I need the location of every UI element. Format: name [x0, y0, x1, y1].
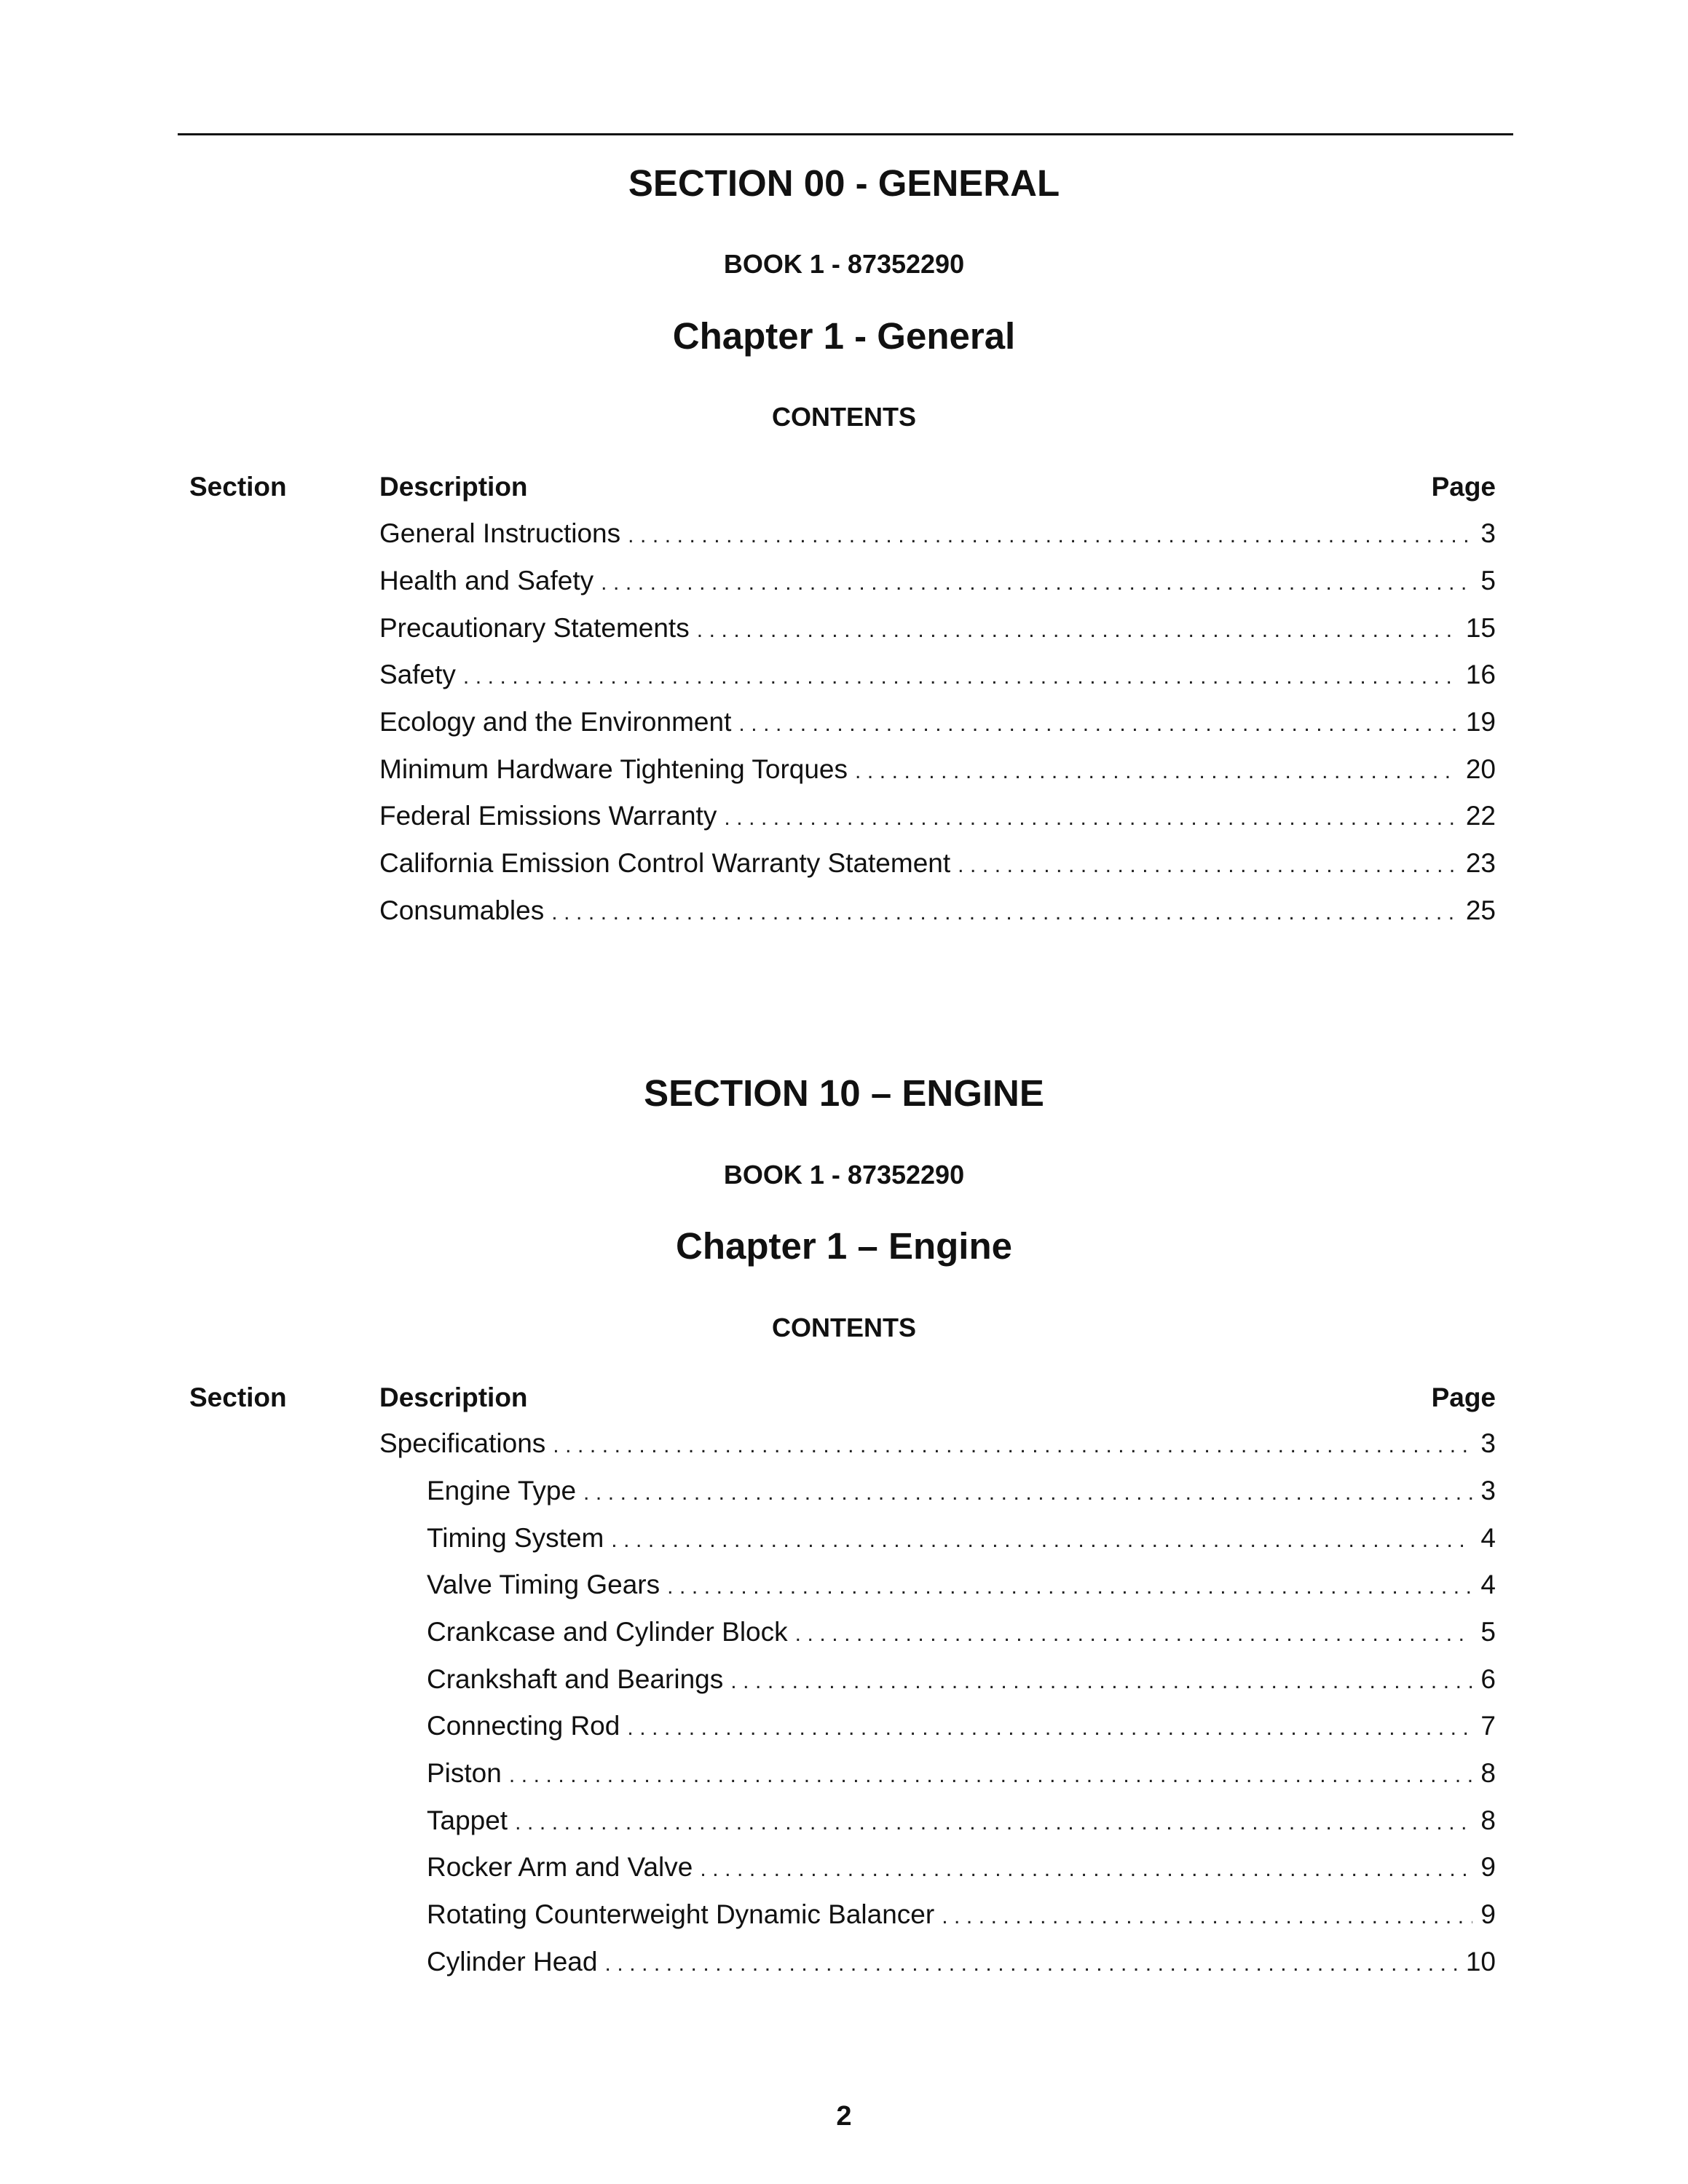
section-title: SECTION 00 - GENERAL — [628, 162, 1060, 204]
column-header-description: Description — [379, 472, 528, 502]
toc-subentry[interactable] — [427, 1570, 1496, 1606]
toc-entry-page: 5 — [1480, 566, 1496, 596]
toc-subentry[interactable] — [427, 1476, 1496, 1512]
toc-entry-label: Rocker Arm and Valve — [427, 1852, 693, 1882]
toc-subentry[interactable] — [427, 1617, 1496, 1653]
toc-entry[interactable] — [379, 1428, 1496, 1465]
toc-entry-label: Safety — [379, 660, 456, 689]
dot-leader — [730, 1669, 1472, 1694]
column-header-section: Section — [189, 1382, 287, 1412]
dot-leader — [551, 901, 1459, 925]
toc-entry-page: 15 — [1465, 613, 1496, 643]
section-title: SECTION 10 – ENGINE — [644, 1072, 1044, 1114]
dot-leader — [604, 1952, 1458, 1977]
toc-subentry[interactable] — [427, 1947, 1496, 1983]
toc-entry-page: 3 — [1480, 518, 1496, 548]
toc-entry-label: General Instructions — [379, 518, 621, 548]
dot-leader — [667, 1575, 1472, 1599]
book-reference: BOOK 1 - 87352290 — [723, 249, 965, 279]
dot-leader — [515, 1811, 1472, 1835]
toc-subentry[interactable] — [427, 1711, 1496, 1747]
dot-leader — [700, 1857, 1472, 1882]
contents-heading: CONTENTS — [772, 1313, 916, 1342]
toc-entry-label: Federal Emissions Warranty — [379, 801, 717, 831]
toc-entry-page: 20 — [1465, 754, 1496, 784]
toc-entry-page: 5 — [1480, 1617, 1496, 1647]
toc-entry-page: 4 — [1480, 1570, 1496, 1599]
toc-entry-label: Cylinder Head — [427, 1947, 598, 1977]
toc-entry-page: 19 — [1465, 707, 1496, 737]
dot-leader — [855, 759, 1459, 784]
toc-entry-label: Consumables — [379, 895, 545, 925]
dot-leader — [724, 806, 1459, 831]
column-header-description: Description — [379, 1382, 528, 1412]
toc-entry[interactable] — [379, 566, 1496, 602]
toc-entry-label: Tappet — [427, 1805, 508, 1835]
dot-leader — [628, 523, 1472, 548]
toc-subentry[interactable] — [427, 1899, 1496, 1936]
toc-entry-page: 16 — [1465, 660, 1496, 689]
toc-entry[interactable] — [379, 754, 1496, 791]
dot-leader — [738, 712, 1458, 737]
dot-leader — [509, 1763, 1472, 1788]
toc-entry-label: Ecology and the Environment — [379, 707, 732, 737]
toc-entry-label: Minimum Hardware Tightening Torques — [379, 754, 848, 784]
column-header-page: Page — [1431, 1382, 1496, 1412]
dot-leader — [583, 1481, 1472, 1506]
toc-entry-page: 25 — [1465, 895, 1496, 925]
toc-entry-label: Health and Safety — [379, 566, 594, 596]
toc-entry-page: 4 — [1480, 1523, 1496, 1553]
toc-entry-label: California Emission Control Warranty Statement — [379, 848, 951, 878]
dot-leader — [601, 571, 1472, 596]
chapter-title: Chapter 1 – Engine — [676, 1225, 1012, 1267]
toc-subentry[interactable] — [427, 1758, 1496, 1795]
toc-entry-page: 9 — [1480, 1852, 1496, 1882]
toc-entry-label: Crankshaft and Bearings — [427, 1664, 724, 1694]
toc-entry-page: 7 — [1480, 1711, 1496, 1741]
toc-entry-page: 3 — [1480, 1428, 1496, 1458]
toc-subentry[interactable] — [427, 1523, 1496, 1559]
contents-heading: CONTENTS — [772, 402, 916, 432]
toc-entry[interactable] — [379, 518, 1496, 555]
toc-entry-label: Specifications — [379, 1428, 546, 1458]
dot-leader — [553, 1433, 1472, 1458]
toc-entry-label: Rotating Counterweight Dynamic Balancer — [427, 1899, 935, 1929]
book-reference: BOOK 1 - 87352290 — [723, 1160, 965, 1190]
toc-entry[interactable] — [379, 848, 1496, 885]
toc-entry[interactable] — [379, 660, 1496, 696]
page-number: 2 — [836, 2101, 852, 2132]
toc-entry-page: 23 — [1465, 848, 1496, 878]
dot-leader — [958, 853, 1459, 878]
toc-subentry[interactable] — [427, 1852, 1496, 1888]
dot-leader — [697, 618, 1459, 643]
toc-entry-label: Piston — [427, 1758, 502, 1788]
toc-entry[interactable] — [379, 613, 1496, 649]
toc-entry-page: 9 — [1480, 1899, 1496, 1929]
toc-entry-label: Connecting Rod — [427, 1711, 620, 1741]
toc-entry[interactable] — [379, 801, 1496, 837]
toc-entry-label: Timing System — [427, 1523, 604, 1553]
dot-leader — [611, 1528, 1472, 1553]
toc-entry[interactable] — [379, 895, 1496, 932]
toc-entry-page: 10 — [1465, 1947, 1496, 1977]
dot-leader — [942, 1904, 1472, 1929]
toc-entry-label: Precautionary Statements — [379, 613, 690, 643]
toc-entry-label: Engine Type — [427, 1476, 577, 1506]
toc-entry-label: Valve Timing Gears — [427, 1570, 660, 1599]
dot-leader — [463, 665, 1459, 689]
toc-entry[interactable] — [379, 707, 1496, 743]
chapter-title: Chapter 1 - General — [672, 315, 1016, 357]
toc-entry-label: Crankcase and Cylinder Block — [427, 1617, 788, 1647]
toc-entry-page: 3 — [1480, 1476, 1496, 1506]
dot-leader — [627, 1716, 1472, 1741]
column-header-page: Page — [1431, 472, 1496, 502]
toc-subentry[interactable] — [427, 1664, 1496, 1701]
column-header-section: Section — [189, 472, 287, 502]
toc-entry-page: 8 — [1480, 1758, 1496, 1788]
toc-entry-page: 22 — [1465, 801, 1496, 831]
toc-entry-page: 6 — [1480, 1664, 1496, 1694]
top-rule — [178, 133, 1513, 135]
toc-subentry[interactable] — [427, 1805, 1496, 1842]
dot-leader — [795, 1622, 1472, 1647]
toc-entry-page: 8 — [1480, 1805, 1496, 1835]
